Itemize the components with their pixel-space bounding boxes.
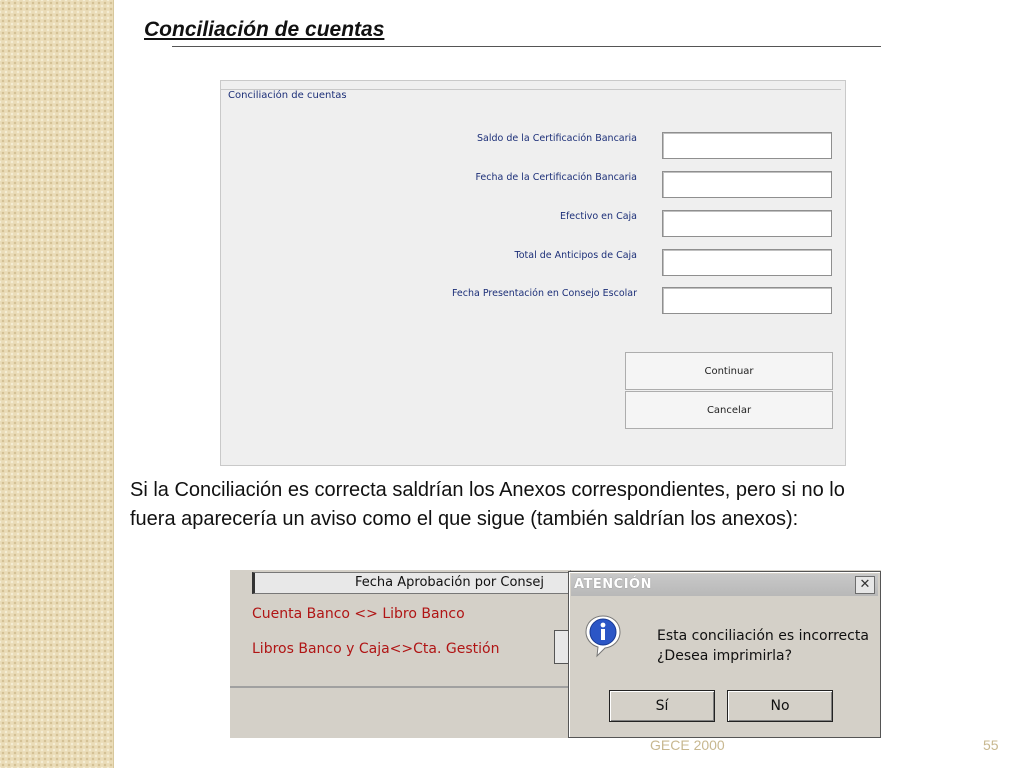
footer-label: GECE 2000 [650, 737, 725, 753]
si-button[interactable] [609, 690, 715, 722]
close-icon[interactable]: ✕ [855, 576, 875, 594]
total-anticipos-input[interactable] [662, 249, 832, 276]
fecha-certificacion-input[interactable] [662, 171, 832, 198]
label-saldo-certificacion: Saldo de la Certificación Bancaria [477, 133, 637, 144]
decorative-side-strip [0, 0, 114, 768]
saldo-certificacion-input[interactable] [662, 132, 832, 159]
info-icon [583, 614, 623, 658]
background-window-bottom [230, 686, 570, 738]
atencion-dialog [568, 571, 881, 738]
body-text-line-2: fuera aparecería un aviso como el que sigue (también saldrían los anexos): [130, 508, 799, 530]
dialog-message [657, 626, 869, 666]
label-efectivo-caja: Efectivo en Caja [559, 211, 637, 222]
dialog-title: ATENCIÓN [574, 577, 652, 592]
continuar-button[interactable] [625, 352, 833, 390]
label-fecha-presentacion: Fecha Presentación en Consejo Escolar [451, 288, 637, 299]
cancelar-button-label: Cancelar [706, 404, 752, 416]
continuar-button-label: Continuar [704, 365, 754, 377]
error-libros-banco-caja: Libros Banco y Caja<>Cta. Gestión [252, 641, 500, 657]
form-group-title: Conciliación de cuentas [225, 90, 350, 101]
dialog-titlebar [571, 574, 878, 596]
error-cuenta-banco: Cuenta Banco <> Libro Banco [252, 606, 465, 622]
fecha-aprobacion-field: Fecha Aprobación por Consej [252, 572, 582, 594]
slide-body-text [130, 476, 990, 534]
dialog-message-line-2: ¿Desea imprimirla? [657, 648, 793, 664]
no-button-label: No [770, 698, 790, 714]
body-text-line-1: Si la Conciliación es correcta saldrían los Anexos correspondientes, pero si no lo [130, 479, 845, 501]
page-number: 55 [983, 737, 999, 753]
cancelar-button[interactable] [625, 391, 833, 429]
dialog-message-line-1: Esta conciliación es incorrecta [657, 628, 869, 644]
label-fecha-certificacion: Fecha de la Certificación Bancaria [475, 172, 637, 183]
fecha-presentacion-input[interactable] [662, 287, 832, 314]
title-divider [172, 46, 881, 47]
background-window [230, 570, 571, 738]
conciliacion-form [220, 80, 846, 466]
slide-title: Conciliación de cuentas [144, 18, 385, 41]
alert-screenshot [230, 570, 881, 738]
efectivo-caja-input[interactable] [662, 210, 832, 237]
label-total-anticipos: Total de Anticipos de Caja [514, 250, 637, 261]
si-button-label: Sí [655, 698, 669, 714]
no-button[interactable] [727, 690, 833, 722]
